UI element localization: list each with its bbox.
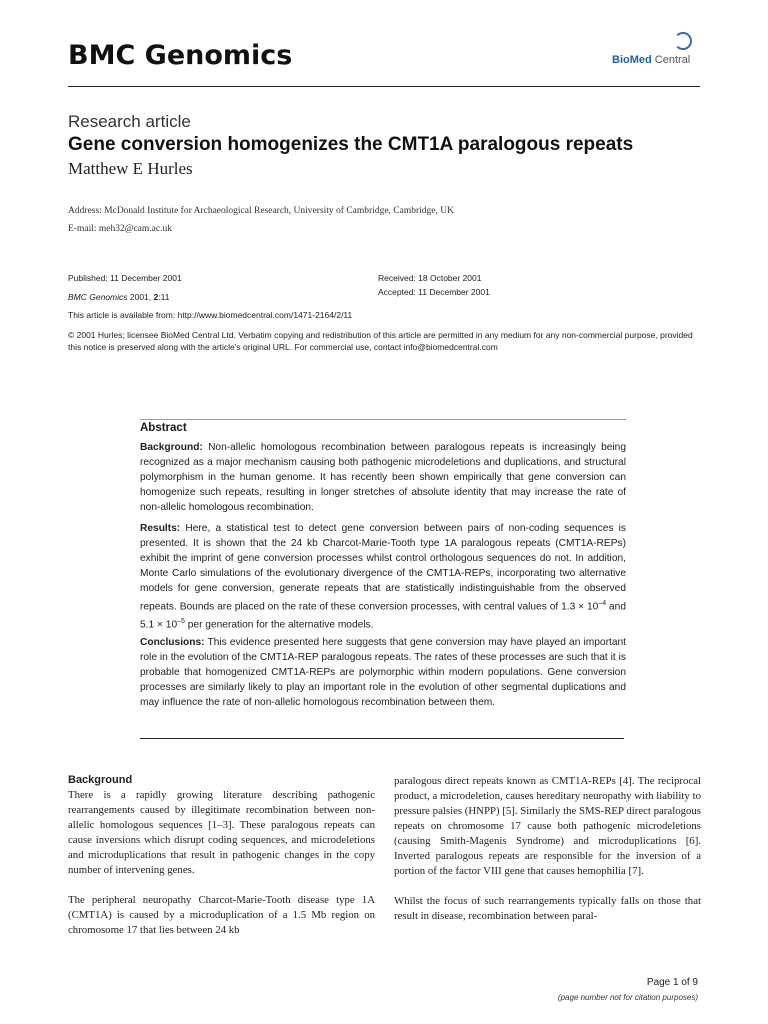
article-title: Gene conversion homogenizes the CMT1A paralogous repeats — [68, 134, 634, 155]
body-paragraph: paralogous direct repeats known as CMT1A-REPs [4]. The reciprocal product, a microdeletion, causes hereditary neuropathy with liability to pressure palsies (HNPP) [5]. Similarly the SMS-REP direct paralogous repeats on chromosome 17 cause both pathogenic microdeletions (causing Smith-Magenis Syndrome) and microduplications [6]. Inverted paralogous repeats are responsible for the inversion of a portion of the factor VIII gene that causes hemophilia [7]. — [394, 775, 701, 877]
article-url[interactable]: This article is available from: http://www.biomedcentral.com/1471-2164/2/11 — [68, 310, 353, 320]
received-date: Received: 18 October 2001 — [378, 273, 482, 283]
author-email: E-mail: meh32@cam.ac.uk — [68, 224, 172, 234]
author-name: Matthew E Hurles — [68, 159, 193, 178]
published-date: Published: 11 December 2001 — [68, 273, 182, 283]
accepted-date: Accepted: 11 December 2001 — [378, 287, 490, 297]
abstract-background — [140, 440, 626, 515]
abstract-bottom-rule — [140, 738, 624, 739]
abstract-heading: Abstract — [140, 422, 187, 434]
author-address: Address: McDonald Institute for Archaeological Research, University of Cambridge, Cambridge, UK — [68, 206, 454, 216]
section-heading-background: Background — [68, 774, 133, 786]
logo-text-bold: BioMed — [612, 54, 652, 66]
abstract-conclusions-text: This evidence presented here suggests that gene conversion may have played an important role in the evolution of the CMT1A-REP paralogous repeats. The rates of these processes are such that it is probable that homogenized CMT1A-REPs are polymorphic within modern populations. Gene conversion processes are similarly likely to play an important role in the evolution of other segmental duplications and may influence the rate of non-allelic homologous recombination between them. — [140, 637, 626, 708]
body-paragraph: There is a rapidly growing literature describing pathogenic rearrangements caused by illegitimate recombination between non-allelic homologous sequences [1–3]. These paralogous repeats can cause inversions which disrupt coding sequences, and microdeletions and microduplications that result in pathogenic changes in the copy number of intervening genes. — [68, 789, 375, 876]
logo-ring-icon — [674, 32, 692, 50]
body-paragraph: The peripheral neuropathy Charcot-Marie-Tooth disease type 1A (CMT1A) is caused by a microduplication of a 1.5 Mb region on chromosome 17 that lies between 24 kb — [68, 894, 375, 936]
body-paragraph: Whilst the focus of such rearrangements typically falls on those that result in disease, recombination between paral- — [394, 895, 701, 922]
copyright-notice: © 2001 Hurles; licensee BioMed Central Ltd. Verbatim copying and redistribution of this article are permitted in any medium for any non-commercial purpose, provided this notice is preserved along with the article's original URL. For commercial use, contact info@biomedcentral.com — [68, 330, 693, 352]
abstract-results-text-2: and 5.1 × 10 — [140, 601, 626, 631]
abstract-results-exp-2: –5 — [177, 618, 185, 626]
body-column-right — [394, 774, 701, 939]
abstract-results-text-3: per generation for the alternative models. — [184, 619, 374, 631]
abstract-conclusions-label: Conclusions: — [140, 637, 205, 648]
citation-page: :11 — [158, 292, 170, 302]
page-number: Page 1 of 9 — [646, 977, 698, 988]
abstract-results — [140, 521, 626, 633]
abstract-background-text: Non-allelic homologous recombination between paralogous repeats is increasingly being recognized as a major mechanism causing both pathogenic microdeletions and duplications, and structural polymorphism in the human genome. It has recently been shown empirically that gene conversion can homogenize such repeats, resulting in longer stretches of absolute identity that may increase the rate of non-allelic homologous recombination. — [140, 442, 626, 513]
abstract-results-text-1: Here, a statistical test to detect gene conversion between pairs of non-coding sequences is presented. It is shown that the 24 kb Charcot-Marie-Tooth type 1A paralogous repeats (CMT1A-REPs) exhibit the imprint of gene conversion processes whilst control orthologous sequences do not. In addition, Monte Carlo simulations of the evolutionary divergence of the CMT1A-REPs, incorporating two alternative models for gene conversion, generate repeats that are statistically indistinguishable from the observed repeats. Bounds are placed on the rate of these conversion processes, with central values of 1.3 × 10 — [140, 523, 626, 613]
citation-year: 2001, — [127, 292, 154, 302]
article-type: Research article — [68, 112, 191, 131]
body-column-left — [68, 773, 375, 953]
citation-journal: BMC Genomics — [68, 292, 128, 302]
biomed-central-logo — [612, 30, 722, 70]
citation-volume: 2 — [153, 292, 159, 302]
header-rule — [68, 86, 700, 87]
abstract-background-label: Background: — [140, 442, 203, 453]
abstract-top-rule — [140, 419, 626, 420]
abstract-results-exp-1: –4 — [598, 600, 607, 607]
logo-text — [612, 54, 690, 66]
page-number-note: (page number not for citation purposes) — [557, 993, 698, 1002]
abstract-results-label: Results: — [140, 523, 181, 534]
abstract-conclusions — [140, 635, 626, 710]
journal-title: BMC Genomics — [68, 40, 293, 71]
citation — [68, 292, 169, 302]
logo-text-light: Central — [651, 54, 691, 66]
